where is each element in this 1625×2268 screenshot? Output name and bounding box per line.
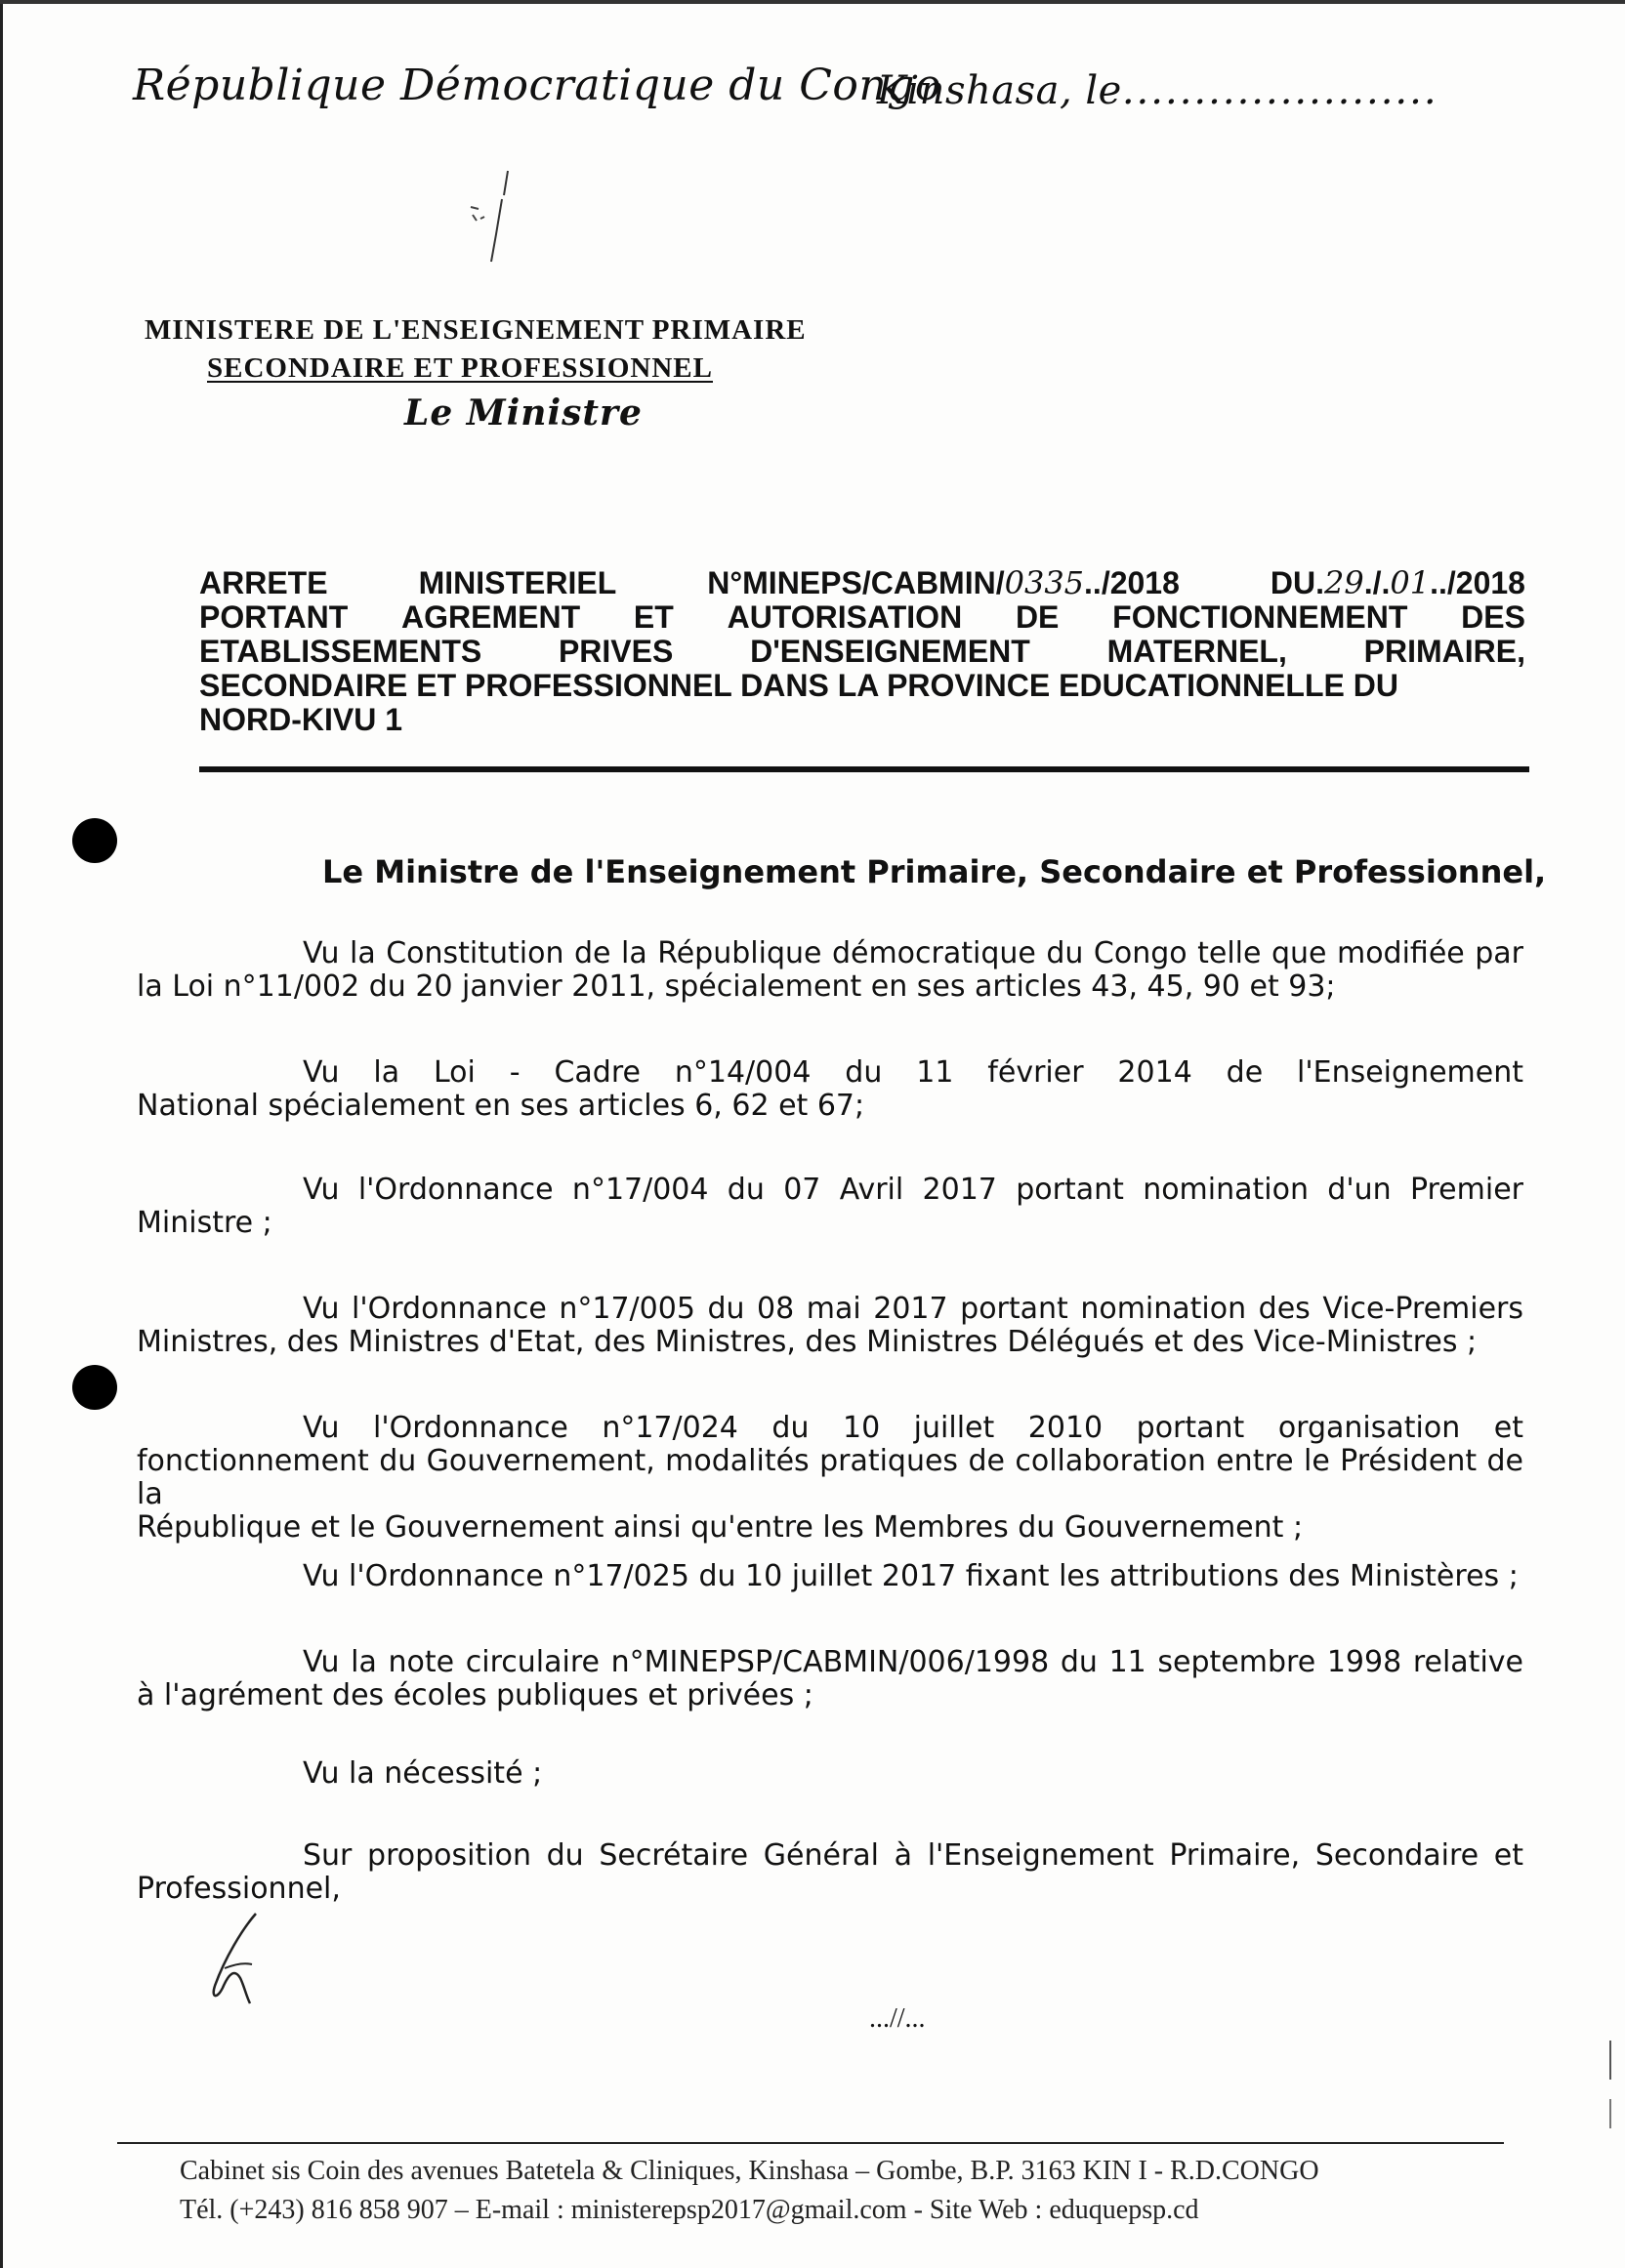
decree-number: N°MINEPS/CABMIN/0335../2018 [707,564,1180,601]
date-placeholder-dots: ...................... [1121,68,1438,113]
handwritten-number: 0335 [1004,564,1085,601]
scan-left-edge [0,0,3,2268]
footer-contact: Tél. (+243) 816 858 907 – E-mail : ministerepsp2017@gmail.com - Site Web : eduquepsp.cd [180,2195,1199,2225]
decree-word: MINISTERIEL [418,565,617,600]
scan-right-mark [1609,2041,1611,2080]
minister-title: Le Ministre [404,392,643,433]
recital: Vu l'Ordonnance n°17/025 du 10 juillet 2017 fixant les attributions des Ministères ; [303,1559,1519,1593]
city-date-header [877,68,1438,113]
handwritten-paraph-signature [195,1910,273,2007]
recital: Vu la Loi - Cadre n°14/004 du 11 février 2014 de l'Enseignement National spécialement en ses articles 6, 62 et 67; [137,1055,1523,1123]
ministry-name-line2: SECONDAIRE ET PROFESSIONNEL [207,352,713,384]
handwritten-initial-mark [459,166,527,264]
recital: Vu l'Ordonnance n°17/005 du 08 mai 2017 portant nomination des Vice-Premiers Ministres, des Ministres d'Etat, des Ministres, des Ministres Délégués et des Vice-Ministres ; [137,1292,1523,1359]
recital: Vu la Constitution de la République démocratique du Congo telle que modifiée par la Loi n°11/002 du 20 janvier 2011, spécialement en ses articles 43, 45, 90 et 93; [137,936,1523,1004]
decree-title-line5: NORD-KIVU 1 [199,702,403,737]
recital: Vu l'Ordonnance n°17/004 du 07 Avril 2017 portant nomination d'un Premier Ministre ; [137,1173,1523,1240]
decree-title-line3: ETABLISSEMENTS PRIVES D'ENSEIGNEMENT MATERNEL, PRIMAIRE, [199,634,1525,669]
scan-right-mark [1609,2099,1611,2128]
recital: Vu l'Ordonnance n°17/024 du 10 juillet 2010 portant organisation et fonctionnement du Gouvernement, modalités pratiques de collaboration entre le Président de la République et le Gouvernement ainsi qu'entre les Membres du Gouvernement ; [137,1411,1523,1545]
handwritten-month: 01 [1390,564,1431,601]
decree-title-line4: SECONDAIRE ET PROFESSIONNEL DANS LA PROVINCE EDUCATIONNELLE DU [199,668,1398,703]
title-rule [199,766,1529,772]
decree-title-line1 [199,566,1525,600]
recital: Sur proposition du Secrétaire Général à l'Enseignement Primaire, Secondaire et Professionnel, [137,1838,1523,1906]
punch-hole-top [72,818,117,863]
recital: Vu la nécessité ; [303,1756,543,1791]
country-header: République Démocratique du Congo [133,61,941,110]
decree-title [199,566,1525,737]
recital: Vu la note circulaire n°MINEPSP/CABMIN/006/1998 du 11 septembre 1998 relative à l'agrément des écoles publiques et privées ; [137,1645,1523,1712]
footer-rule [117,2142,1504,2144]
decree-title-line2: PORTANT AGREMENT ET AUTORISATION DE FONCTIONNEMENT DES [199,599,1525,635]
handwritten-day: 29 [1324,564,1364,601]
city-label: Kinshasa, le [877,68,1122,113]
preamble: Le Ministre de l'Enseignement Primaire, Secondaire et Professionnel, [322,853,1547,890]
punch-hole-bottom [72,1365,117,1410]
scan-top-edge [0,0,1625,4]
decree-word: ARRETE [199,565,328,600]
footer-address: Cabinet sis Coin des avenues Batetela & Cliniques, Kinshasa – Gombe, B.P. 3163 KIN I - R.D.CONGO [180,2156,1319,2186]
ministry-name-line1: MINISTERE DE L'ENSEIGNEMENT PRIMAIRE [145,314,807,346]
page-continues-marker: ...//... [869,2003,926,2034]
decree-date: DU.29./.01../2018 [1270,564,1525,601]
